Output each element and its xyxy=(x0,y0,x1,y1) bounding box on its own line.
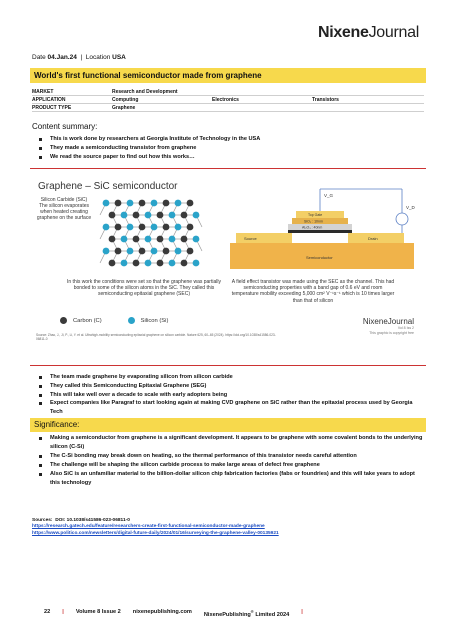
lattice-atom xyxy=(151,248,158,255)
lattice-atom xyxy=(169,260,176,267)
lattice-atom xyxy=(187,248,194,255)
lattice-atom xyxy=(187,200,194,207)
lattice-atom xyxy=(163,248,170,255)
info-row-market: MARKET Research and Development xyxy=(32,88,424,96)
lattice-atom xyxy=(109,212,116,219)
lattice-atom xyxy=(145,260,152,267)
list-item: They called this Semiconducting Epitaxial Graphene (SEG) xyxy=(32,382,424,391)
list-item: Expect companies like Paragraf to start looking again at making CVD graphene on SiC rather than the epitaxial process used by Georgia Tech xyxy=(32,399,424,417)
list-item: This is work done by researchers at Georgia Institute of Technology in the USA xyxy=(32,135,424,144)
lattice-atom xyxy=(163,200,170,207)
lattice-atom xyxy=(133,236,140,243)
location-value: USA xyxy=(112,54,126,61)
label-al2o3: Al₂O₃ : 40nm xyxy=(302,225,323,230)
significance-list xyxy=(32,434,424,488)
lattice-atom xyxy=(115,224,122,231)
lattice-atom xyxy=(145,236,152,243)
lattice-atom xyxy=(139,200,146,207)
label-substrate: Semiconductor xyxy=(306,255,333,260)
footer-publisher: NixenePublishing® Limited 2024 xyxy=(203,609,290,618)
list-item: The team made graphene by evaporating silicon from silicon carbide xyxy=(32,373,424,382)
info-row-product-type: PRODUCT TYPE Graphene xyxy=(32,104,424,112)
footer-site: nixenepublishing.com xyxy=(132,609,192,615)
summary-heading: Content summary: xyxy=(32,122,98,131)
lattice-atom xyxy=(133,212,140,219)
label-source: Source xyxy=(244,236,257,241)
key-points-list xyxy=(32,373,424,417)
info-row-application: APPLICATION Computing Electronics Transistors xyxy=(32,96,424,104)
page-footer: 22 | Volume 8 Issue 2 nixenepublishing.com NixenePublishing® Limited 2024 | xyxy=(44,609,303,618)
figure-legend xyxy=(60,317,168,324)
lattice-atom xyxy=(127,248,134,255)
lattice-atom xyxy=(157,260,164,267)
lattice-atom xyxy=(127,200,134,207)
lattice-atom xyxy=(139,224,146,231)
brand-logo: NixeneJournal xyxy=(317,24,419,41)
lattice-atom xyxy=(103,224,110,231)
sources-doi: DOI: 10.1038/s41586-023-06811-0 xyxy=(55,518,130,523)
lattice-atom xyxy=(103,200,110,207)
label-top-gate: Top Gate xyxy=(308,213,323,217)
lattice-atom xyxy=(121,212,128,219)
list-item: This will take well over a decade to scale with early adopters being xyxy=(32,391,424,400)
lattice-atom xyxy=(151,200,158,207)
figure-caption-right: A field effect transistor was made using the SEC as the channel. This had semiconducting properties with a band gap of 0.6 eV and room temperature mobility exceeding 5,000 cm² V⁻¹s⁻¹ which is 10 times larger than that of silicon xyxy=(231,279,395,304)
list-item: The challenge will be shaping the silicon carbide process to make large areas of defect free graphene xyxy=(32,461,424,470)
lattice-atom xyxy=(139,248,146,255)
lattice-atom xyxy=(193,260,200,267)
lattice-atom xyxy=(169,212,176,219)
source-link-gatech[interactable]: https://research.gatech.edu/feature/researchers-create-first-functional-semiconductor-made-graphene xyxy=(32,524,265,529)
lattice-atom xyxy=(133,260,140,267)
lattice-atom xyxy=(121,236,128,243)
page-number: 22 xyxy=(44,609,51,615)
label-drain: Drain xyxy=(368,236,378,241)
list-item: Making a semiconductor from graphene is a significant development. It appears to be graphene with some covalent bonds to the underlying silicon (C-Si) xyxy=(32,434,424,452)
lattice-atom xyxy=(175,248,182,255)
lattice-atom xyxy=(121,260,128,267)
label-sio2: SiO₂ : 10nm xyxy=(304,219,323,224)
list-item: We read the source paper to find out how this works… xyxy=(32,153,424,162)
lattice-atom xyxy=(181,236,188,243)
date-value: 04.Jan.24 xyxy=(47,54,77,61)
lattice-atom xyxy=(151,224,158,231)
article-meta: Date 04.Jan.24 | Location USA xyxy=(32,54,126,61)
lattice-atom xyxy=(157,236,164,243)
lattice-atom xyxy=(163,224,170,231)
figure-sic-description: Silicon Carbide (SiC) The silicon evaporates when heated creating graphene on the surface xyxy=(36,197,92,221)
list-item: The C-Si bonding may break down on heating, so the thermal performance of this transistor needs careful attention xyxy=(32,452,424,461)
article-title: World's first functional semiconductor made from graphene xyxy=(30,68,426,83)
lattice-atom xyxy=(115,200,122,207)
lattice-atom xyxy=(181,212,188,219)
silicon-legend-dot xyxy=(128,317,135,324)
figure-caption-left: In this work the conditions were set so that the graphene was partially bonded to some of the silicon atoms in the SiC. They called this semiconducting epitaxial graphene (SEC) xyxy=(67,279,221,298)
lattice-atom xyxy=(169,236,176,243)
list-item: They made a semiconducting transistor from graphene xyxy=(32,144,424,153)
lattice-atom xyxy=(193,236,200,243)
significance-heading: Significance: xyxy=(30,418,426,432)
carbon-legend-dot xyxy=(60,317,67,324)
lattice-atom xyxy=(187,224,194,231)
summary-list xyxy=(32,135,424,161)
figure-title: Graphene – SiC semiconductor xyxy=(38,181,178,192)
lattice-atom xyxy=(175,200,182,207)
lattice-atom xyxy=(175,224,182,231)
silicon-legend-label: Silicon (Si) xyxy=(140,317,169,324)
lattice-atom xyxy=(127,224,134,231)
lattice-atom xyxy=(109,260,116,267)
lattice-illustration xyxy=(98,195,206,273)
sources-label: Sources: xyxy=(32,518,53,523)
carbon-legend-label: Carbon (C) xyxy=(73,317,102,324)
lattice-atom xyxy=(103,248,110,255)
lattice-atom xyxy=(157,212,164,219)
footer-volume: Volume 8 Issue 2 xyxy=(75,609,121,615)
label-vd: V_D xyxy=(406,205,415,210)
info-table xyxy=(32,88,424,112)
transistor-diagram xyxy=(230,185,420,277)
lattice-atom xyxy=(115,248,122,255)
source-link-politico[interactable]: https://www.politico.com/newsletters/digital-future-daily/2024/01/16/surveying-the-graphene-valley-00135921 xyxy=(32,531,279,536)
sources-section xyxy=(32,518,279,537)
list-item: Also SiC is an unfamiliar material to the billion-dollar silicon chip fabrication factories (fabs or foundries) and this will take years to adopt this technology xyxy=(32,470,424,488)
infographic-figure xyxy=(30,168,426,366)
figure-source-citation: Source: Zhao, J., Ji, P., Li, Y. et al. Ultrahigh-mobility semiconducting epitaxial graphene on silicon carbide. Nature 625, 60–65 (2024). https://doi.org/10.1038/s41586-023-06811-0 xyxy=(36,333,276,341)
lattice-atom xyxy=(193,212,200,219)
lattice-atom xyxy=(181,260,188,267)
label-vg: V_G xyxy=(324,193,334,198)
lattice-atom xyxy=(145,212,152,219)
figure-brand: NixeneJournal Vol 8 Iss 2 This graphic is copyright free xyxy=(362,317,414,335)
lattice-atom xyxy=(109,236,116,243)
